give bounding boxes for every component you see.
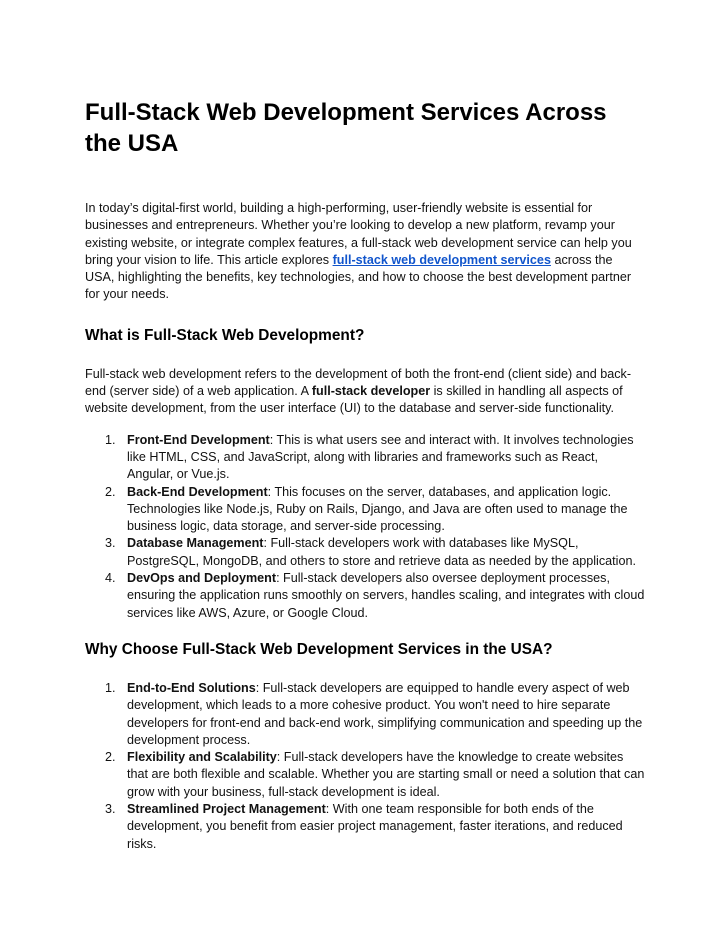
list-item — [85, 484, 645, 536]
list-item-text: : Full-stack developers work with databases like MySQL, PostgreSQL, MongoDB, and others to store and retrieve data as needed by the application. — [127, 536, 636, 568]
services-link[interactable]: full-stack web development services — [332, 252, 551, 267]
list-number: 4. — [105, 571, 116, 586]
list-item-text: : Full-stack developers are equipped to handle every aspect of web development, which leads to a more cohesive product. You won't need to hire separate developers for front-end and back-end work, simplifying communication and speeding up the development process. — [127, 680, 643, 747]
components-list — [85, 432, 645, 622]
list-item-term: Back-End Development — [127, 484, 268, 499]
list-number: 1. — [105, 432, 116, 447]
intro-text-end: across the USA, highlighting the benefits, key technologies, and how to choose the best development partner for your needs. — [85, 252, 632, 302]
list-item-term: Database Management — [127, 536, 264, 551]
definition-paragraph — [85, 366, 645, 418]
list-item-term: DevOps and Deployment — [127, 571, 277, 586]
list-item-text: : Full-stack developers also oversee deployment processes, ensuring the application runs smoothly on servers, handles scaling, and integrates with cloud services like AWS, Azure, or Google Cloud. — [127, 571, 645, 620]
list-item-term: Front-End Development — [127, 432, 270, 447]
definition-bold-term: full-stack developer — [311, 384, 431, 399]
list-number: 1. — [105, 680, 116, 695]
page-title: Full-Stack Web Development Services Across the USA — [85, 99, 607, 157]
list-number: 2. — [105, 750, 116, 765]
list-item-text: : With one team responsible for both ends of the development, you benefit from easier project management, faster iterations, and reduced risks. — [127, 802, 623, 851]
list-item-term: End-to-End Solutions — [127, 680, 256, 695]
list-item — [85, 432, 645, 484]
list-number: 3. — [105, 802, 116, 817]
list-item — [85, 801, 645, 853]
list-item-text: : This focuses on the server, databases, and application logic. Technologies like Node.js, Ruby on Rails, Django, and Java are often used to manage the business logic, data storage, and server-side processing. — [127, 484, 628, 534]
list-number: 2. — [105, 484, 116, 499]
section-heading-why-choose: Why Choose Full-Stack Web Development Services in the USA? — [85, 640, 553, 658]
list-item-term: Streamlined Project Management — [127, 802, 326, 817]
definition-text-start: Full-stack web development refers to the development of both the front-end (client side) and back-end (server side) of a web application. A — [85, 366, 632, 399]
intro-text-start: In today’s digital-first world, building a high-performing, user-friendly website is essential for businesses and entrepreneurs. Whether you’re looking to develop a new platform, revamp your existing website, or integrate complex features, a full-stack web development service can help you bring your vision to life. This article explores — [85, 201, 632, 267]
definition-text-end: is skilled in handling all aspects of website development, from the user interface (UI) to the database and server-side functionality. — [85, 384, 623, 416]
intro-paragraph — [85, 200, 645, 304]
list-item — [85, 749, 645, 801]
document-page — [85, 97, 645, 853]
benefits-list — [85, 680, 645, 853]
list-item — [85, 680, 645, 749]
list-item — [85, 570, 645, 622]
list-item-text: : Full-stack developers have the knowledge to create websites that are both flexible and scalable. Whether you are starting small or need a solution that can grow with your business, full-stack development is ideal. — [127, 750, 645, 799]
list-item-text: : This is what users see and interact with. It involves technologies like HTML, CSS, and JavaScript, along with libraries and frameworks such as React, Angular, or Vue.js. — [127, 432, 634, 482]
section-heading-what-is: What is Full-Stack Web Development? — [85, 326, 365, 344]
list-number: 3. — [105, 536, 116, 551]
list-item — [85, 535, 645, 570]
list-item-term: Flexibility and Scalability — [127, 750, 277, 765]
